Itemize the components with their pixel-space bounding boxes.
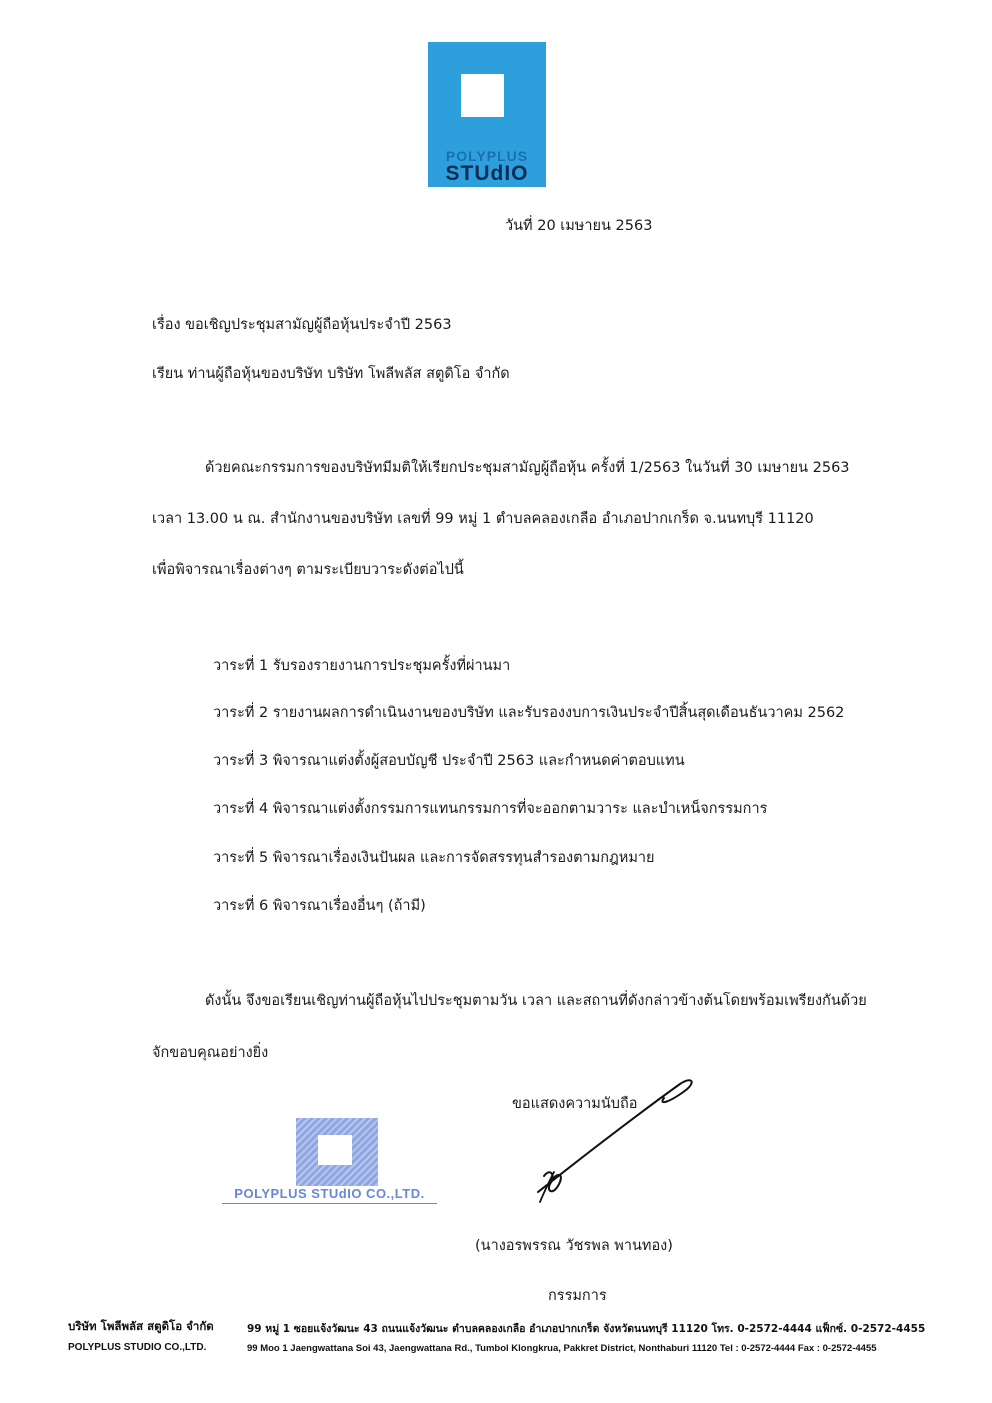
body-paragraph-line-2: เวลา 13.00 น ณ. สำนักงานของบริษัท เลขที่ 99 หมู่ 1 ตำบลคลองเกลือ อำเภอปากเกร็ด จ.นนทบุรี 11120 — [152, 511, 814, 527]
signer-title: กรรมการ — [548, 1288, 607, 1304]
letter-recipient: เรียน ท่านผู้ถือหุ้นของบริษัท บริษัท โพลีพลัส สตูดิโอ จำกัด — [152, 366, 510, 382]
footer-company-name-th: บริษัท โพลีพลัส สตูดิโอ จำกัด — [68, 1319, 214, 1333]
letter-date: วันที่ 20 เมษายน 2563 — [505, 218, 653, 234]
closing-line-1: ดังนั้น จึงขอเรียนเชิญท่านผู้ถือหุ้นไปประชุมตามวัน เวลา และสถานที่ดังกล่าวข้างต้นโดยพร้อมเพรียงกันด้วย — [205, 993, 867, 1009]
footer-address-en: 99 Moo 1 Jaengwattana Soi 43, Jaengwattana Rd., Tumbol Klongkrua, Pakkret District, Nonthaburi 11120 Tel : 0-2572-4444 Fax : 0-2572-4455 — [247, 1343, 877, 1354]
stamp-company-name: POLYPLUS STUdIO CO.,LTD. — [222, 1186, 437, 1204]
agenda-item-6: วาระที่ 6 พิจารณาเรื่องอื่นๆ (ถ้ามี) — [213, 898, 426, 914]
signer-name: (นางอรพรรณ วัชรพล พานทอง) — [475, 1238, 673, 1254]
stamp-logo-square — [296, 1118, 378, 1186]
footer-address-th: 99 หมู่ 1 ซอยแจ้งวัฒนะ 43 ถนนแจ้งวัฒนะ ตำบลคลองเกลือ อำเภอปากเกร็ด จังหวัดนนทบุรี 11120 โทร. 0-2572-4444 แฟ็กซ์. 0-2572-4455 — [247, 1323, 926, 1335]
agenda-item-3: วาระที่ 3 พิจารณาแต่งตั้งผู้สอบบัญชี ประจำปี 2563 และกำหนดค่าตอบแทน — [213, 753, 685, 769]
footer-company-name-en: POLYPLUS STUDIO CO.,LTD. — [68, 1342, 207, 1353]
company-stamp — [222, 1118, 437, 1210]
logo-wordmark-polyplus: POLYPLUS — [445, 148, 529, 164]
body-paragraph-line-1: ด้วยคณะกรรมการของบริษัทมีมติให้เรียกประชุมสามัญผู้ถือหุ้น ครั้งที่ 1/2563 ในวันที่ 30 เมษายน 2563 — [205, 460, 850, 476]
company-logo — [428, 42, 546, 187]
agenda-item-4: วาระที่ 4 พิจารณาแต่งตั้งกรรมการแทนกรรมการที่จะออกตามวาระ และบำเหน็จกรรมการ — [213, 801, 768, 817]
logo-inner-square — [461, 74, 504, 117]
agenda-item-2: วาระที่ 2 รายงานผลการดำเนินงานของบริษัท และรับรองงบการเงินประจำปีสิ้นสุดเดือนธันวาคม 2562 — [213, 705, 845, 721]
body-paragraph-line-3: เพื่อพิจารณาเรื่องต่างๆ ตามระเบียบวาระดังต่อไปนี้ — [152, 562, 464, 578]
letter-subject: เรื่อง ขอเชิญประชุมสามัญผู้ถือหุ้นประจำปี 2563 — [152, 317, 452, 333]
closing-line-2: จักขอบคุณอย่างยิ่ง — [152, 1045, 269, 1061]
agenda-item-1: วาระที่ 1 รับรองรายงานการประชุมครั้งที่ผ่านมา — [213, 658, 511, 674]
logo-wordmark-studio: STUdIO — [445, 162, 529, 185]
agenda-item-5: วาระที่ 5 พิจารณาเรื่องเงินปันผล และการจัดสรรทุนสำรองตามกฎหมาย — [213, 850, 655, 866]
signature — [530, 1072, 700, 1207]
regards-text: ขอแสดงความนับถือ — [512, 1096, 638, 1112]
